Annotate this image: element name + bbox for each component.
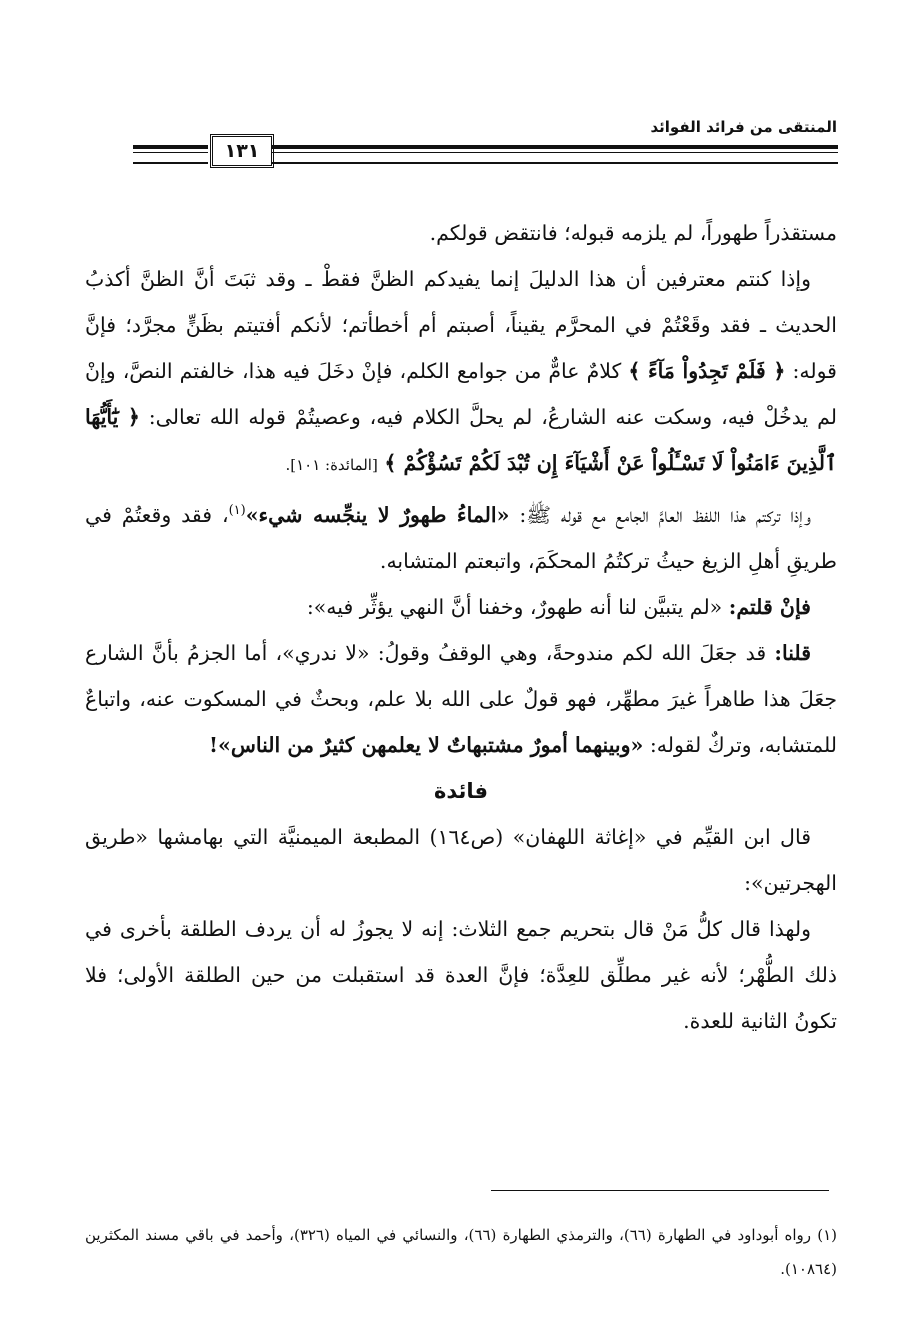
main-text — [85, 210, 837, 1044]
paragraph — [85, 630, 837, 768]
header-rule-right — [272, 145, 838, 164]
paragraph — [85, 814, 837, 906]
footnote-marker: (١) — [228, 503, 246, 518]
paragraph — [85, 488, 837, 584]
response-label: قلنا: — [774, 640, 811, 665]
verse-reference: [المائدة: ١٠١]. — [285, 456, 378, 474]
running-header-title: المنتقى من فرائد الفوائد — [650, 118, 837, 136]
header-rule-left — [133, 145, 208, 164]
paragraph — [85, 256, 837, 488]
text-run: وإذا تركتم هذا اللفظ العامَّ الجامع مع قوله ﷺ: — [519, 502, 811, 527]
objection-label: فإنْ قلتم: — [728, 594, 811, 619]
text-run: قال ابن القيِّم في «إغاثة اللهفان» (ص١٦٤) المطبعة الميمنيَّة التي بهامشها «طريق الهجرتين»: — [85, 824, 837, 895]
hadith-quote: «وبينهما أمورٌ مشتبهاتٌ لا يعلمهن كثيرٌ من الناس»! — [209, 732, 644, 757]
section-heading: فائدة — [433, 778, 489, 803]
text-run: مستقذراً طهوراً، لم يلزمه قبوله؛ فانتقض قولكم. — [429, 221, 837, 245]
text-run: «لم يتبيَّن لنا أنه طهورٌ، وخفنا أنَّ النهي يؤثِّر فيه»: — [306, 594, 723, 619]
text-run: قد جعَلَ الله لكم مندوحةً، وهي الوقفُ وقولُ: «لا ندري»، أما الجزمُ بأنَّ الشارع جعَلَ هذا طاهراً غيرَ مطهِّر، فهو قولٌ على الله بلا علم، وبحثٌ في المسكوت عنه، واتباعٌ للمتشابه، وتركٌ لقوله: — [85, 640, 837, 757]
quran-verse: ﴿ فَلَمْ تَجِدُواْ مَآءً ﴾ — [628, 359, 786, 383]
paragraph — [85, 584, 837, 630]
footnote-separator — [491, 1190, 829, 1191]
paragraph — [85, 906, 837, 1044]
text-run: وإذا كنتم معترفين أن هذا الدليلَ إنما يفيدكم الظنَّ فقطْ ـ وقد ثبَتَ أنَّ الظنَّ أكذبُ الحديث ـ فقد وقَعْتُمْ في المحرَّم يقيناً، أصبتم أم أخطأتم؛ لأنكم أفتيتم بظَنٍّ مجرَّد؛ فإنَّ قوله: — [85, 267, 837, 383]
paragraph — [85, 210, 837, 256]
footnote: (١) رواه أبوداود في الطهارة (٦٦)، والترمذي الطهارة (٦٦)، والنسائي في المياه (٣٢٦)، وأحمد في باقي مسند المكثرين (١٠٨٦٤). — [85, 1226, 837, 1278]
page-number: ١٣١ — [210, 134, 274, 168]
text-run: ولهذا قال كلُّ مَنْ قال بتحريم جمع الثلاث: إنه لا يجوزُ له أن يردف الطلقة بأخرى في ذلك الطُّهْر؛ لأنه غير مطلِّق للعِدَّة؛ فإنَّ العدة قد استقبلت من حين الطلقة الأولى؛ فلا تكونُ الثانية للعدة. — [85, 916, 837, 1033]
hadith-quote: «الماءُ طهورٌ لا ينجِّسه شيء» — [245, 502, 510, 527]
quran-verse: ﴿ يَٰٓأَيُّهَا ٱلَّذِينَ ءَامَنُواْ لَا تَسْـَٔلُواْ عَنْ أَشْيَآءَ إِن تُبْدَ لَكُمْ تَسُؤْكُمْ ﴾ — [85, 405, 837, 475]
text-run: كلامٌ عامٌّ من جوامع الكلم، فإنْ دخَلَ فيه هذا، خالفتم النصَّ، وإنْ لم يدخُلْ فيه، وسكت عنه الشارعُ، لم يحلَّ الكلام فيه، وعصيتُمْ قوله الله تعالى: — [85, 359, 837, 429]
text-run: ، فقد وقعتُمْ في طريقِ أهلِ الزيغ حيثُ تركتُمُ المحكَمَ، واتبعتم المتشابه. — [85, 502, 837, 573]
